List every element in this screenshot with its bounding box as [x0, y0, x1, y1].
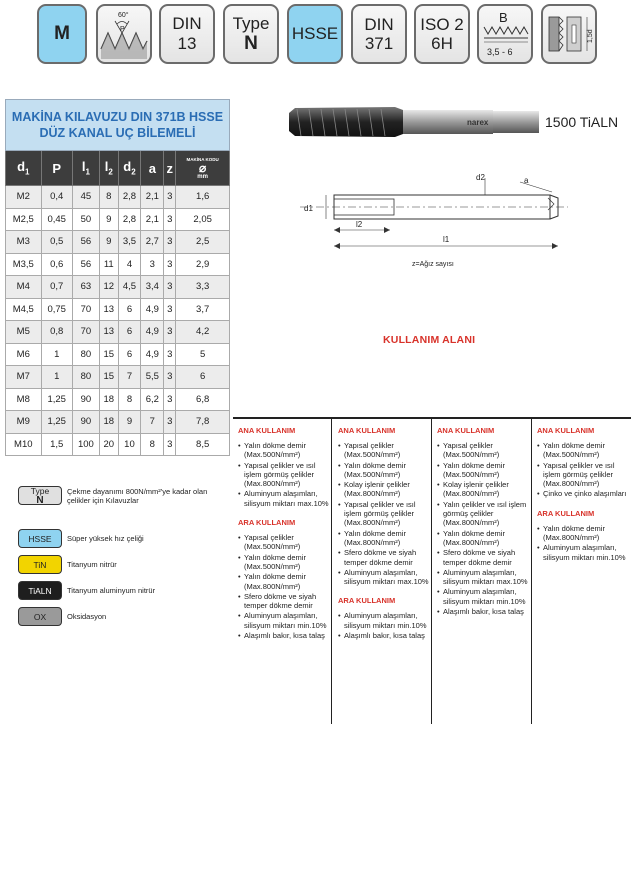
legend-row: [18, 581, 222, 600]
standard-tile: [159, 4, 215, 64]
table-cell: 45: [72, 186, 99, 209]
table-cell: 6: [118, 298, 141, 321]
type-value: N: [244, 32, 258, 54]
table-cell: 3: [164, 253, 176, 276]
table-cell: 2,9: [176, 253, 230, 276]
table-cell: 1,25: [41, 388, 72, 411]
usage-main-list: [437, 441, 531, 616]
table-cell: 15: [99, 343, 118, 366]
table-cell: M6: [6, 343, 42, 366]
table-cell: 3: [164, 343, 176, 366]
table-cell: 56: [72, 253, 99, 276]
din-line1: DIN: [364, 15, 394, 34]
table-cell: 4: [118, 253, 141, 276]
type-tile: [223, 4, 279, 64]
table-cell: 1: [41, 366, 72, 389]
usage-secondary-heading: ARA KULLANIM: [238, 518, 296, 528]
table-cell: 13: [99, 321, 118, 344]
table-cell: 70: [72, 321, 99, 344]
table-cell: 12: [99, 276, 118, 299]
table-title-line1: MAKİNA KILAVUZU DIN 371B HSSE: [11, 110, 224, 124]
thread-length-tile: [541, 4, 597, 64]
table-cell: 6,2: [141, 388, 164, 411]
col-header-p: P: [41, 151, 72, 186]
table-cell: 5,5: [141, 366, 164, 389]
table-cell: 2,05: [176, 208, 230, 231]
spec-icon-bar: [0, 0, 633, 70]
usage-main-heading: ANA KULLANIM: [238, 426, 296, 435]
table-cell: 50: [72, 208, 99, 231]
table-cell: 3: [164, 366, 176, 389]
usage-item: • Alaşımlı bakır, kısa talaş: [338, 631, 431, 640]
usage-main-list: [537, 441, 631, 499]
dim-d2-label: d2: [476, 173, 485, 182]
tap-tool-image: [285, 100, 545, 146]
table-cell: 2,7: [141, 231, 164, 254]
usage-item: • Aluminyum alaşımları, silisyum miktarı max.10%: [338, 568, 431, 587]
usage-item: • Yapısal çelikler (Max.500N/mm²): [437, 441, 531, 460]
table-cell: 8,5: [176, 433, 230, 456]
legend-chip-line2: N: [36, 494, 44, 506]
usage-item: • Yalın dökme demir (Max.500N/mm²): [537, 441, 631, 460]
material-tile: [37, 4, 87, 64]
table-row: [6, 411, 230, 434]
table-cell: 1: [41, 343, 72, 366]
table-row: [6, 231, 230, 254]
table-row: [6, 388, 230, 411]
usage-item: • Yalın dökme demir (Max.800N/mm²): [437, 529, 531, 548]
table-cell: 11: [99, 253, 118, 276]
table-cell: 5: [176, 343, 230, 366]
usage-main-list: [238, 441, 331, 508]
table-cell: 4,2: [176, 321, 230, 344]
table-cell: 0,8: [41, 321, 72, 344]
iso-tile: [414, 4, 470, 64]
table-cell: 18: [99, 411, 118, 434]
usage-column: [432, 419, 532, 724]
table-cell: 3: [141, 253, 164, 276]
usage-main-heading: ANA KULLANIM: [537, 426, 595, 435]
table-cell: 3: [164, 388, 176, 411]
table-row: [6, 208, 230, 231]
table-cell: M10: [6, 433, 42, 456]
col-header-d2: $d_2$: [118, 151, 141, 186]
legend-chip-line1: HSSE: [28, 533, 52, 544]
table-cell: 3,7: [176, 298, 230, 321]
usage-item: • Aluminyum alaşımları, silisyum miktarı min.10%: [437, 587, 531, 606]
usage-secondary-heading: ARA KULLANIM: [338, 596, 396, 606]
usage-item: • Yalın dökme demir (Max.500N/mm²): [238, 441, 331, 460]
table-cell: M4,5: [6, 298, 42, 321]
usage-item: • Aluminyum alaşımları, silisyum miktarı max.10%: [238, 489, 331, 508]
table-cell: 2,1: [141, 186, 164, 209]
table-title: [6, 100, 230, 151]
col-header-l2: $l_2$: [99, 151, 118, 186]
usage-item: • Aluminyum alaşımları, silisyum miktarı min.10%: [537, 543, 631, 562]
dim-l2-label: l2: [356, 220, 363, 229]
legend-chip: [18, 607, 62, 626]
table-cell: 6: [176, 366, 230, 389]
table-title-line2: DÜZ KANAL UÇ BİLEMELİ: [39, 126, 196, 140]
table-cell: 3: [164, 208, 176, 231]
table-cell: 4,5: [118, 276, 141, 299]
legend-chip: [18, 581, 62, 600]
col-header-drill: MAKİNA KODU ⌀ mm: [176, 151, 230, 186]
standard-label: DIN 13: [172, 14, 202, 53]
table-cell: 6: [118, 343, 141, 366]
usage-item: • Yalın dökme demir (Max.500N/mm²): [238, 553, 331, 572]
table-cell: M4: [6, 276, 42, 299]
usage-column: [532, 419, 631, 724]
drill-header-bottom: mm: [197, 173, 208, 180]
table-cell: 1,5: [41, 433, 72, 456]
table-cell: 3: [164, 186, 176, 209]
table-cell: 8: [141, 433, 164, 456]
usage-item: • Alaşımlı bakır, kısa talaş: [437, 607, 531, 616]
table-cell: 0,5: [41, 231, 72, 254]
table-cell: M7: [6, 366, 42, 389]
legend-chip: [18, 529, 62, 548]
table-cell: 4,9: [141, 298, 164, 321]
table-cell: 9: [118, 411, 141, 434]
table-cell: 0,7: [41, 276, 72, 299]
table-cell: M8: [6, 388, 42, 411]
usage-item: • Sfero dökme ve siyah temper dökme demir: [437, 548, 531, 567]
legend-row: [18, 555, 222, 574]
din-tile: [351, 4, 407, 64]
usage-item: • Aluminyum alaşımları, silisyum miktarı min.10%: [238, 611, 331, 630]
usage-secondary-list: [238, 533, 331, 640]
legend-chip-line1: TiALN: [28, 585, 52, 596]
table-cell: 9: [99, 208, 118, 231]
table-cell: M2: [6, 186, 42, 209]
iso-line1: ISO 2: [420, 15, 464, 34]
table-cell: 90: [72, 411, 99, 434]
legend-chip-line1: OX: [33, 611, 47, 622]
table-row: [6, 321, 230, 344]
usage-item: • Sfero dökme ve siyah temper dökme demir: [238, 592, 331, 611]
usage-item: • Alaşımlı bakır, kısa talaş: [238, 631, 331, 640]
tool-brand: narex: [467, 118, 489, 127]
usage-item: • Sfero dökme ve siyah temper dökme demir: [338, 548, 431, 567]
legend-text: Titanyum aluminyum nitrür: [67, 586, 156, 595]
usage-main-heading: ANA KULLANIM: [437, 426, 495, 435]
table-row: [6, 186, 230, 209]
table-cell: M5: [6, 321, 42, 344]
table-cell: M3: [6, 231, 42, 254]
table-cell: 7: [141, 411, 164, 434]
usage-item: • Kolay işlenir çelikler (Max.800N/mm²): [437, 480, 531, 499]
table-cell: 3,3: [176, 276, 230, 299]
usage-item: • Yapısal çelikler ve ısıl işlem görmüş çelikler (Max.800N/mm²): [238, 461, 331, 489]
table-cell: 80: [72, 366, 99, 389]
dim-d1-label: d1: [304, 204, 313, 213]
table-cell: 0,75: [41, 298, 72, 321]
legend-text: Süper yüksek hız çeliği: [67, 534, 144, 543]
table-cell: 7,8: [176, 411, 230, 434]
table-cell: 2,1: [141, 208, 164, 231]
legend-row: [18, 529, 222, 548]
legend-text: Titanyum nitrür: [67, 560, 117, 569]
tool-coating-label: 1500 TiALN: [545, 114, 619, 130]
table-cell: 3: [164, 276, 176, 299]
col-header-z: z: [164, 151, 176, 186]
legend-chip: [18, 486, 62, 505]
usage-grid: [233, 417, 631, 724]
table-cell: 3,5: [118, 231, 141, 254]
table-cell: 4,9: [141, 321, 164, 344]
usage-column: [233, 419, 332, 724]
table-header-row: [6, 151, 230, 186]
table-row: [6, 253, 230, 276]
table-cell: 80: [72, 343, 99, 366]
chamfer-form-label: B: [499, 10, 508, 25]
usage-secondary-list: [537, 524, 631, 562]
table-cell: 3: [164, 298, 176, 321]
legend-text: Çekme dayanımı 800N/mm²'ye kadar olan çelikler için Kılavuzlar: [67, 486, 208, 505]
material-label: M: [54, 23, 70, 44]
thread-ratio-label: 1,5d: [587, 29, 594, 43]
table-cell: 100: [72, 433, 99, 456]
usage-item: • Yapısal çelikler (Max.500N/mm²): [338, 441, 431, 460]
table-cell: 0,4: [41, 186, 72, 209]
table-cell: 8: [99, 186, 118, 209]
legend-row: [18, 607, 222, 626]
table-cell: 9: [99, 231, 118, 254]
usage-item: • Yalın çelikler ve ısıl işlem görmüş çelikler (Max.800N/mm²): [437, 500, 531, 528]
table-cell: M2,5: [6, 208, 42, 231]
tap-technical-drawing: [300, 168, 570, 272]
table-cell: 0,45: [41, 208, 72, 231]
table-cell: 2,5: [176, 231, 230, 254]
pitch-symbol-label: P: [120, 26, 125, 33]
thread-length-icon: [543, 7, 595, 61]
table-cell: 3: [164, 433, 176, 456]
usage-column: [333, 419, 432, 724]
table-cell: 3,4: [141, 276, 164, 299]
table-cell: 0,6: [41, 253, 72, 276]
table-cell: 3: [164, 231, 176, 254]
usage-secondary-heading: ARA KULLANIM: [537, 508, 595, 518]
usage-heading: KULLANIM ALANI: [383, 334, 476, 346]
usage-item: • Aluminyum alaşımları, silisyum miktarı min.10%: [338, 611, 431, 630]
din-line2: 371: [364, 34, 394, 53]
usage-item: • Yalın dökme demir (Max.800N/mm²): [537, 524, 631, 543]
table-cell: 1,25: [41, 411, 72, 434]
table-cell: 6,8: [176, 388, 230, 411]
table-row: [6, 276, 230, 299]
col-header-l1: $l_1$: [72, 151, 99, 186]
table-row: [6, 298, 230, 321]
table-cell: 6: [118, 321, 141, 344]
chamfer-form-icon: [479, 7, 531, 61]
chamfer-range-label: 3,5 - 6: [487, 47, 513, 57]
usage-item: • Yalın dökme demir (Max.800N/mm²): [338, 529, 431, 548]
usage-item: • Yalın dökme demir (Max.800N/mm²): [238, 572, 331, 591]
table-cell: 13: [99, 298, 118, 321]
table-cell: 1,6: [176, 186, 230, 209]
col-header-d1: $d_1$: [6, 151, 42, 186]
thread-profile-icon: [99, 7, 149, 61]
col-header-a: a: [141, 151, 164, 186]
table-cell: 4,9: [141, 343, 164, 366]
thread-profile-tile: [96, 4, 152, 64]
table-cell: 90: [72, 388, 99, 411]
pitch-angle-label: 60°: [118, 12, 129, 19]
spec-table: [5, 99, 230, 456]
usage-secondary-list: [338, 611, 431, 640]
table-cell: 56: [72, 231, 99, 254]
table-cell: 3: [164, 411, 176, 434]
usage-item: • Yalın dökme demir (Max.500N/mm²): [338, 461, 431, 480]
table-cell: 8: [118, 388, 141, 411]
steel-tile: [287, 4, 343, 64]
chamfer-tile: [477, 4, 533, 64]
dim-l1-label: l1: [443, 235, 450, 244]
table-cell: 2,8: [118, 208, 141, 231]
table-row: [6, 343, 230, 366]
table-row: [6, 433, 230, 456]
legend-chip: [18, 555, 62, 574]
type-label: Type: [232, 13, 270, 33]
usage-main-list: [338, 441, 431, 586]
table-cell: 15: [99, 366, 118, 389]
usage-item: • Çinko ve çinko alaşımları: [537, 489, 631, 498]
table-cell: 70: [72, 298, 99, 321]
usage-main-heading: ANA KULLANIM: [338, 426, 396, 435]
legend-text: Oksidasyon: [67, 612, 107, 621]
table-cell: 2,8: [118, 186, 141, 209]
flute-count-caption: z=Ağız sayısı: [412, 261, 454, 268]
legend-row: [18, 486, 222, 505]
drill-header-top: MAKİNA KODU: [186, 156, 219, 162]
usage-item: • Yapısal çelikler ve ısıl işlem görmüş çelikler (Max.800N/mm²): [338, 500, 431, 528]
table-cell: 7: [118, 366, 141, 389]
table-cell: 63: [72, 276, 99, 299]
usage-item: • Yapısal çelikler ve ısıl işlem görmüş çelikler (Max.800N/mm²): [537, 461, 631, 489]
usage-item: • Yapısal çelikler (Max.500N/mm²): [238, 533, 331, 552]
dim-a-label: a: [524, 176, 529, 185]
table-cell: 18: [99, 388, 118, 411]
table-cell: M3,5: [6, 253, 42, 276]
steel-label: HSSE: [291, 24, 339, 43]
usage-item: • Kolay işlenir çelikler (Max.800N/mm²): [338, 480, 431, 499]
table-row: [6, 366, 230, 389]
table-cell: M9: [6, 411, 42, 434]
table-cell: 10: [118, 433, 141, 456]
legend-chip-line1: TiN: [33, 559, 47, 570]
usage-item: • Yalın dökme demir (Max.500N/mm²): [437, 461, 531, 480]
table-cell: 3: [164, 321, 176, 344]
legend-chip-line1: Type: [30, 485, 50, 496]
usage-item: • Aluminyum alaşımları, silisyum miktarı max.10%: [437, 568, 531, 587]
table-cell: 20: [99, 433, 118, 456]
iso-line2: 6H: [431, 34, 453, 53]
